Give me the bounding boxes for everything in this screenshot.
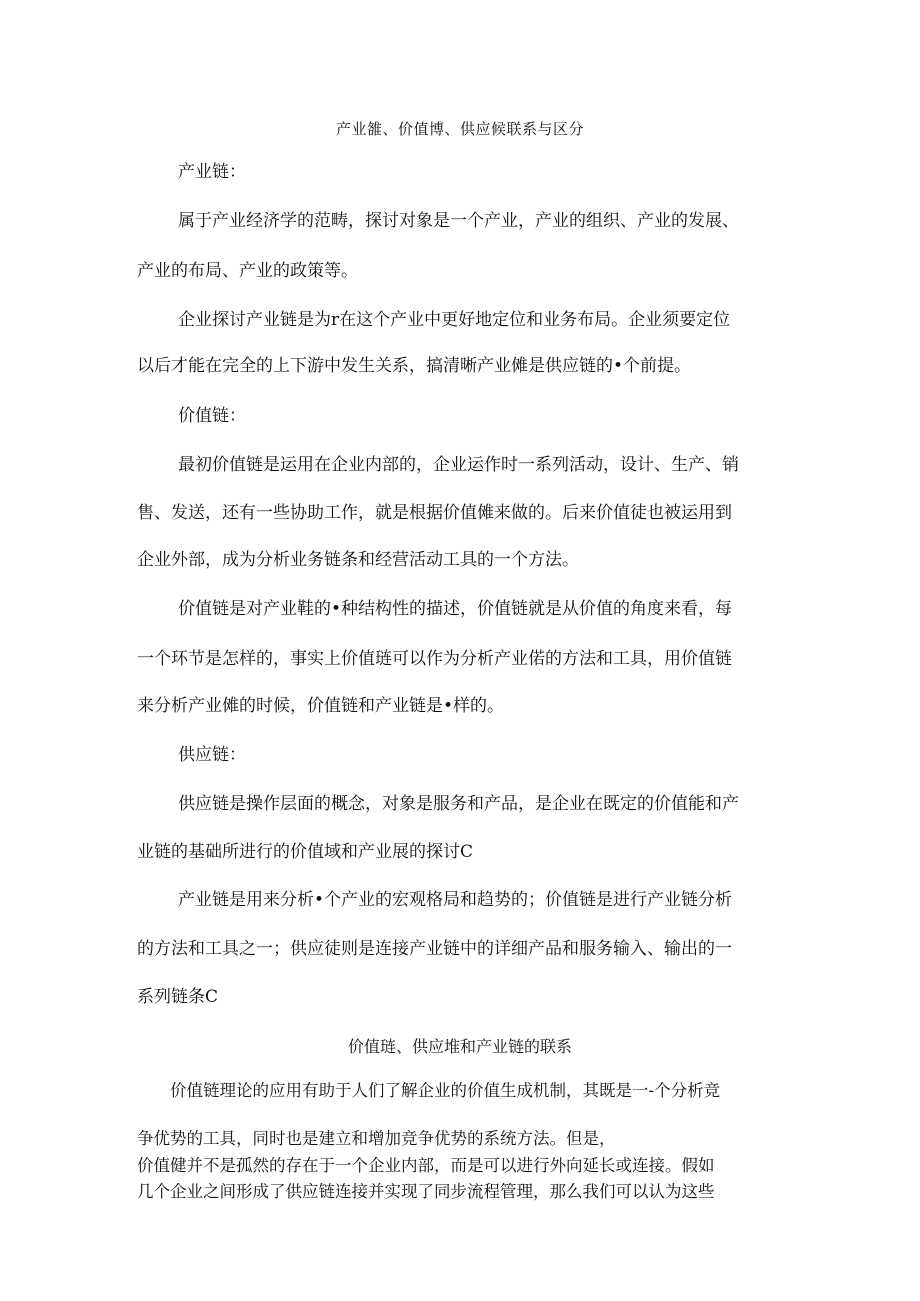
paragraph-line: 一个环节是怎样的，事实上价值琏可以作为分析产业偌的方法和工具，用价值链: [137, 649, 732, 669]
paragraph-line: 企业外部，成为分析业务链条和经营活动工具的一个方法。: [137, 550, 579, 570]
paragraph-line: 以后才能在完全的上下游中发生关系，搞清晰产业傩是供应链的•个前提。: [137, 356, 692, 376]
document-title: 产业雒、价值博、供应候联系与区分: [335, 120, 584, 138]
section-subtitle: 价值琏、供应堆和产业链的联系: [347, 1037, 572, 1056]
section-heading-supply-chain: 供应链：: [178, 745, 246, 765]
paragraph-line: 几个企业之间形成了供应链连接并实现了同步流程管理，那么我们可以认为这些: [137, 1182, 715, 1201]
paragraph-line: 争优势的工具，同时也是建立和增加竞争优势的系统方法。但是，: [137, 1129, 616, 1148]
paragraph-line: 属于产业经济学的范畴，探讨对象是一个产业，产业的组织、产业的发展、: [178, 211, 739, 231]
paragraph-line: 价值健并不是孤然的存在于一个企业内部，而是可以进行外向延长或连接。假如: [137, 1156, 715, 1175]
paragraph-line: 企业探讨产业链是为r在这个产业中更好地定位和业务布局。企业须要定位: [178, 310, 731, 330]
paragraph-line: 系列链条C: [137, 987, 219, 1007]
paragraph-line: 产业的布局、产业的政策等。: [137, 261, 358, 281]
paragraph-line: 的方法和工具之一；供应徒则是连接产业链中的详细产品和服务输入、输出的一: [137, 939, 732, 959]
section-heading-value-chain: 价值链：: [178, 406, 246, 426]
paragraph-line: 来分析产业傩的时候，价值链和产业链是•样的。: [137, 696, 505, 716]
paragraph-line: 售、发送，还有一些协助工作，就是根据价值傩来做的。后来价值徒也被运用到: [137, 503, 732, 523]
paragraph-line: 供应链是操作层面的概念，对象是服务和产品，是企业在既定的价值能和产: [178, 794, 739, 814]
paragraph-line: 最初价值链是运用在企业内部的，企业运作时一系列活动，设计、生产、销: [178, 455, 739, 475]
paragraph-line: 产业链是用来分析•个产业的宏观格局和趋势的；价值链是进行产业链分析: [178, 890, 733, 910]
paragraph-line: 价值链理论的应用有助于人们了解企业的价值生成机制，其既是一-个分析竞: [170, 1081, 721, 1100]
paragraph-line: 业链的基础所进行的价值域和产业展的探讨C: [137, 842, 474, 862]
paragraph-line: 价值链是对产业鞋的•种结构性的描述，价值链就是从价值的角度来看，每: [178, 599, 733, 619]
section-heading-industry-chain: 产业链：: [178, 162, 246, 182]
